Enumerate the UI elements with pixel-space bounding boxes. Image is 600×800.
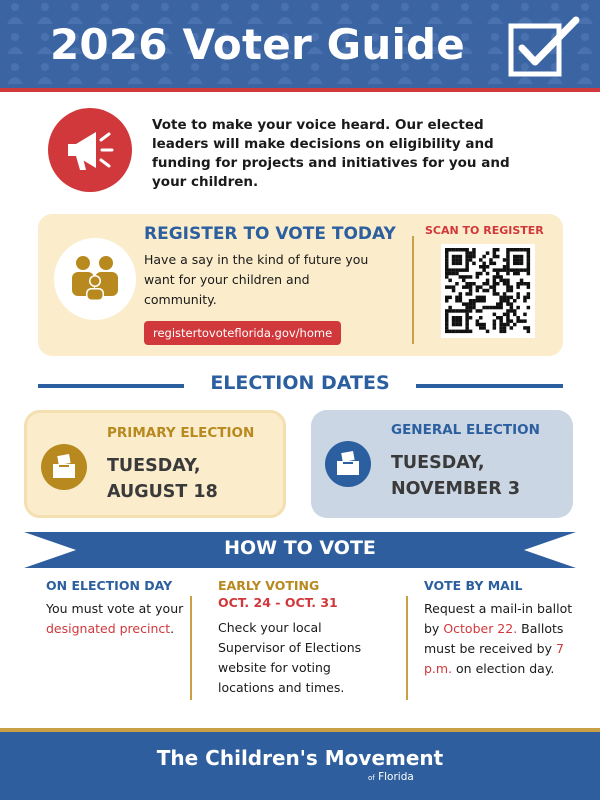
page-title: 2026 Voter Guide <box>50 20 465 69</box>
primary-ballot-badge <box>41 444 87 490</box>
early-voting-heading: EARLY VOTING <box>218 578 320 593</box>
vote-by-mail-text: Request a mail-in ballot by October 22. Ballots must be received by 7 p.m. on election day. <box>424 601 573 676</box>
vote-by-mail-column <box>424 578 584 679</box>
general-ballot-badge <box>325 441 371 487</box>
header-divider <box>0 88 600 92</box>
election-day-heading: ON ELECTION DAY <box>46 578 173 593</box>
megaphone-badge <box>48 108 132 192</box>
register-link[interactable]: registertovoteflorida.gov/home <box>144 321 341 345</box>
how-to-vote-heading: HOW TO VOTE <box>224 537 376 559</box>
election-dates-heading: ELECTION DATES <box>210 372 390 394</box>
general-election-label: GENERAL ELECTION <box>391 422 540 438</box>
general-election-card <box>311 410 573 518</box>
column-divider-2 <box>406 596 408 700</box>
primary-election-card <box>24 410 286 518</box>
org-subtitle: of Florida <box>368 771 414 783</box>
register-heading: REGISTER TO VOTE TODAY <box>144 224 396 244</box>
primary-election-date <box>107 453 218 505</box>
register-text: Have a say in the kind of future you want for your children and community. <box>144 252 369 307</box>
ballot-box-icon <box>50 453 78 481</box>
vote-by-mail-heading: VOTE BY MAIL <box>424 578 523 593</box>
intro-text: Vote to make your voice heard. Our elected leaders will make decisions on eligibility and funding for projects and initiatives for you and your children. <box>152 117 510 190</box>
column-divider-1 <box>190 596 192 700</box>
general-election-date <box>391 450 520 502</box>
scan-label: SCAN TO REGISTER <box>425 224 544 237</box>
early-voting-dates: OCT. 24 - OCT. 31 <box>218 595 338 610</box>
register-panel <box>38 214 563 356</box>
general-election-day: TUESDAY, <box>391 453 485 473</box>
register-divider <box>412 236 414 344</box>
election-day-text: You must vote at your designated precinct. <box>46 601 184 636</box>
checkbox-check-icon <box>508 16 582 78</box>
election-day-column <box>46 578 186 639</box>
header-banner <box>0 0 600 88</box>
general-election-day-date: NOVEMBER 3 <box>391 479 521 499</box>
primary-election-day-date: AUGUST 18 <box>107 482 218 502</box>
footer <box>0 732 600 800</box>
designated-precinct-link[interactable]: designated precinct <box>46 621 171 636</box>
how-to-vote-banner <box>24 532 576 568</box>
ballot-box-icon <box>334 450 362 478</box>
primary-election-label: PRIMARY ELECTION <box>107 425 255 441</box>
org-name: The Children's Movement <box>156 746 444 770</box>
early-voting-text: Check your local Supervisor of Elections website for voting locations and times. <box>218 620 362 695</box>
family-badge <box>54 238 136 320</box>
family-icon <box>68 252 122 306</box>
qr-code-icon[interactable] <box>441 244 535 338</box>
early-voting-column <box>218 578 388 698</box>
primary-election-day: TUESDAY, <box>107 456 201 476</box>
megaphone-icon <box>62 124 118 176</box>
